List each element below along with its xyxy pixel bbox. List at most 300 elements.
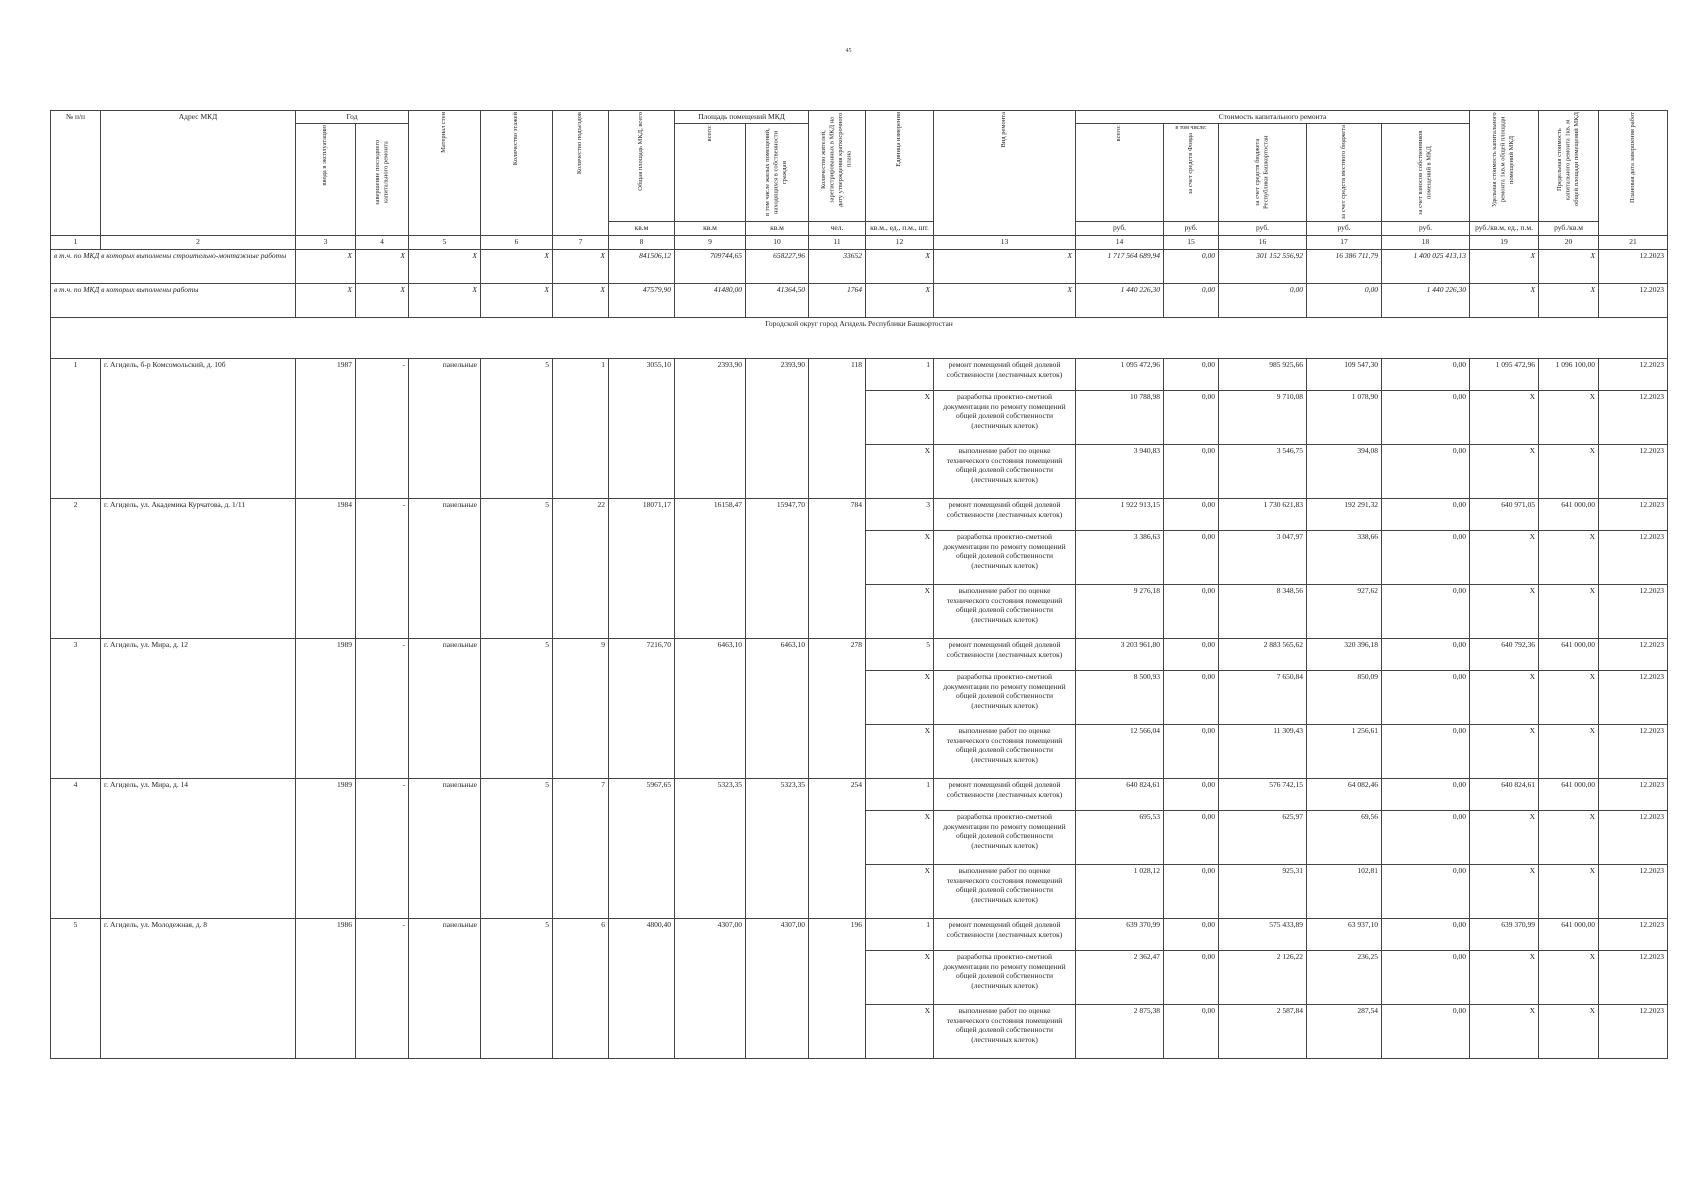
summary-value: 0,00 [1164,283,1219,317]
column-number: 15 [1164,235,1219,249]
summary-value: X [481,283,553,317]
area-total: 2393,90 [675,358,746,498]
specific-cost: X [1470,950,1539,1004]
unit-cell: кв.м [675,221,746,235]
header-num: № п/п [51,111,101,236]
cost-owners: 0,00 [1382,810,1470,864]
year-commission: 1986 [296,918,356,1058]
entrances: 7 [553,778,609,918]
unit-cell: руб./кв.м [1539,221,1599,235]
cost-owners: 0,00 [1382,498,1470,530]
cost-local: 102,81 [1307,864,1382,918]
work-unit: X [866,950,934,1004]
area-private: 5323,35 [746,778,809,918]
summary-value: 41364,50 [746,283,809,317]
cost-total: 3 203 961,80 [1076,638,1164,670]
work-unit: X [866,444,934,498]
summary-value: X [553,249,609,283]
plan-date: 12.2023 [1599,444,1668,498]
area-private: 6463,10 [746,638,809,778]
summary-value: 1 400 025 413,13 [1382,249,1470,283]
house-number: 2 [51,498,101,638]
summary-value: X [481,249,553,283]
cost-fund: 0,00 [1164,950,1219,1004]
work-type: разработка проектно-сметной документации по ремонту помещений общей долевой собственности (лестничных клеток) [934,950,1076,1004]
header-area-group: Площадь помещений МКД [675,111,809,124]
cost-rb: 576 742,15 [1219,778,1307,810]
floors: 5 [481,638,553,778]
cost-owners: 0,00 [1382,778,1470,810]
cost-total: 695,53 [1076,810,1164,864]
cost-local: 394,08 [1307,444,1382,498]
specific-cost: 640 792,36 [1470,638,1539,670]
column-number: 1 [51,235,101,249]
header-total-area: Общая площадь МКД, всего [609,111,675,222]
header-address: Адрес МКД [101,111,296,236]
header-year-group: Год [296,111,409,124]
year-last-repair: - [356,918,409,1058]
work-type: ремонт помещений общей долевой собственности (лестничных клеток) [934,498,1076,530]
cost-local: 1 078,90 [1307,390,1382,444]
summary-row [51,249,1668,283]
cost-local: 69,56 [1307,810,1382,864]
column-number: 4 [356,235,409,249]
column-number: 8 [609,235,675,249]
cost-rb: 3 546,75 [1219,444,1307,498]
cost-owners: 0,00 [1382,918,1470,950]
header-year-last-repair: завершение последнего капитального ремонта [356,123,409,235]
column-number: 21 [1599,235,1668,249]
summary-date: 12.2023 [1599,283,1668,317]
max-cost: X [1539,390,1599,444]
header-floors: Количество этажей [481,111,553,236]
work-unit: X [866,530,934,584]
summary-value: 47579,90 [609,283,675,317]
cost-local: 109 547,30 [1307,358,1382,390]
specific-cost: 640 824,61 [1470,778,1539,810]
cost-local: 1 256,61 [1307,724,1382,778]
wall-material: панельные [409,638,481,778]
area-total: 5323,35 [675,778,746,918]
year-commission: 1989 [296,778,356,918]
work-type: разработка проектно-сметной документации по ремонту помещений общей долевой собственности (лестничных клеток) [934,390,1076,444]
floors: 5 [481,358,553,498]
cost-total: 3 940,83 [1076,444,1164,498]
summary-value: X [934,249,1076,283]
column-number: 20 [1539,235,1599,249]
wall-material: панельные [409,778,481,918]
max-cost: X [1539,724,1599,778]
summary-value: 16 386 711,79 [1307,249,1382,283]
summary-row [51,283,1668,317]
plan-date: 12.2023 [1599,778,1668,810]
column-number: 11 [809,235,866,249]
cost-rb: 2 126,22 [1219,950,1307,1004]
cost-total: 2 875,38 [1076,1004,1164,1058]
specific-cost: X [1470,810,1539,864]
unit-cell: руб./кв.м, ед., п.м. [1470,221,1539,235]
wall-material: панельные [409,918,481,1058]
plan-date: 12.2023 [1599,498,1668,530]
specific-cost: X [1470,864,1539,918]
cost-fund: 0,00 [1164,724,1219,778]
column-number: 2 [101,235,296,249]
specific-cost: X [1470,670,1539,724]
table-row [51,778,1668,810]
summary-value: 841506,12 [609,249,675,283]
cost-rb: 2 587,84 [1219,1004,1307,1058]
work-unit: X [866,810,934,864]
summary-label: в т.ч. по МКД в которых выполнены работы [51,283,296,317]
cost-owners: 0,00 [1382,724,1470,778]
plan-date: 12.2023 [1599,670,1668,724]
work-type: ремонт помещений общей долевой собственности (лестничных клеток) [934,638,1076,670]
house-address: г. Агидель, ул. Мира, д. 14 [101,778,296,918]
column-number: 9 [675,235,746,249]
column-number: 3 [296,235,356,249]
header-residents: Количество жителей, зарегистрированных в МКД на дату утверждения краткосрочного плана [809,111,866,222]
floors: 5 [481,778,553,918]
max-cost: X [1539,950,1599,1004]
summary-value: 658227,96 [746,249,809,283]
header-area-total: всего: [675,123,746,221]
header-cost-rb: за счет средств бюджета Республики Башкортостан [1219,123,1307,221]
max-cost: X [1539,444,1599,498]
plan-date: 12.2023 [1599,918,1668,950]
cost-owners: 0,00 [1382,444,1470,498]
cost-total: 8 500,93 [1076,670,1164,724]
house-number: 5 [51,918,101,1058]
column-number: 13 [934,235,1076,249]
table-row [51,358,1668,390]
summary-date: 12.2023 [1599,249,1668,283]
summary-value: 709744,65 [675,249,746,283]
summary-value: 0,00 [1219,283,1307,317]
summary-value: X [409,249,481,283]
summary-value: X [1539,283,1599,317]
column-number: 10 [746,235,809,249]
cost-fund: 0,00 [1164,670,1219,724]
wall-material: панельные [409,358,481,498]
year-commission: 1989 [296,638,356,778]
work-unit: 1 [866,918,934,950]
cost-local: 320 396,18 [1307,638,1382,670]
work-unit: X [866,584,934,638]
floors: 5 [481,498,553,638]
summary-value: X [1470,249,1539,283]
work-unit: 1 [866,358,934,390]
summary-value: X [296,283,356,317]
cost-owners: 0,00 [1382,530,1470,584]
work-type: выполнение работ по оценке технического состояния помещений общей долевой собственности (лестничных клеток) [934,584,1076,638]
work-unit: 3 [866,498,934,530]
work-type: разработка проектно-сметной документации по ремонту помещений общей долевой собственности (лестничных клеток) [934,810,1076,864]
header-cost-local: за счет средств местного бюджета [1307,123,1382,221]
unit-cell: чел. [809,221,866,235]
header-repair-type: Вид ремонта [934,111,1076,236]
work-unit: X [866,724,934,778]
header-cost-group: Стоимость капитального ремонта [1076,111,1470,124]
max-cost: X [1539,1004,1599,1058]
cost-rb: 9 710,08 [1219,390,1307,444]
house-number: 1 [51,358,101,498]
work-unit: X [866,864,934,918]
cost-local: 236,25 [1307,950,1382,1004]
specific-cost: X [1470,584,1539,638]
entrances: 1 [553,358,609,498]
header-wall-material: Материал стен [409,111,481,236]
cost-fund: 0,00 [1164,584,1219,638]
cost-local: 64 082,46 [1307,778,1382,810]
entrances: 9 [553,638,609,778]
work-unit: X [866,390,934,444]
section-row [51,317,1668,358]
table-header [51,111,1668,250]
summary-value: X [356,283,409,317]
cost-rb: 985 925,66 [1219,358,1307,390]
year-last-repair: - [356,638,409,778]
cost-rb: 575 433,89 [1219,918,1307,950]
work-unit: 1 [866,778,934,810]
plan-date: 12.2023 [1599,1004,1668,1058]
max-cost: X [1539,670,1599,724]
unit-cell: кв.м [746,221,809,235]
wall-material: панельные [409,498,481,638]
page-number: 45 [845,48,852,54]
cost-fund: 0,00 [1164,864,1219,918]
total-area: 18071,17 [609,498,675,638]
summary-value: 1 717 564 689,94 [1076,249,1164,283]
cost-fund: 0,00 [1164,778,1219,810]
summary-value: X [409,283,481,317]
cost-total: 12 566,04 [1076,724,1164,778]
cost-local: 338,66 [1307,530,1382,584]
column-number: 5 [409,235,481,249]
house-number: 4 [51,778,101,918]
area-total: 16158,47 [675,498,746,638]
house-number: 3 [51,638,101,778]
cost-owners: 0,00 [1382,584,1470,638]
cost-rb: 625,97 [1219,810,1307,864]
cost-fund: 0,00 [1164,358,1219,390]
specific-cost: 639 370,99 [1470,918,1539,950]
plan-date: 12.2023 [1599,358,1668,390]
specific-cost: 1 095 472,96 [1470,358,1539,390]
area-total: 6463,10 [675,638,746,778]
unit-cell: кв.м., ед., п.м., шт. [866,221,934,235]
year-last-repair: - [356,358,409,498]
summary-value: X [553,283,609,317]
entrances: 22 [553,498,609,638]
cost-owners: 0,00 [1382,358,1470,390]
year-commission: 1987 [296,358,356,498]
year-last-repair: - [356,498,409,638]
area-private: 4307,00 [746,918,809,1058]
column-numbers-row [51,235,1668,249]
summary-value: X [934,283,1076,317]
total-area: 7216,70 [609,638,675,778]
cost-total: 640 824,61 [1076,778,1164,810]
header-entrances: Количество подъездов [553,111,609,236]
work-type: выполнение работ по оценке технического состояния помещений общей долевой собственности (лестничных клеток) [934,864,1076,918]
cost-owners: 0,00 [1382,950,1470,1004]
work-type: выполнение работ по оценке технического состояния помещений общей долевой собственности (лестничных клеток) [934,1004,1076,1058]
cost-fund: 0,00 [1164,1004,1219,1058]
work-type: выполнение работ по оценке технического состояния помещений общей долевой собственности (лестничных клеток) [934,444,1076,498]
plan-date: 12.2023 [1599,810,1668,864]
cost-total: 9 276,18 [1076,584,1164,638]
summary-value: X [866,283,934,317]
cost-owners: 0,00 [1382,390,1470,444]
cost-local: 63 937,10 [1307,918,1382,950]
cost-rb: 1 730 621,83 [1219,498,1307,530]
repair-plan-table [50,110,1668,1059]
header-unit: Единица измерения [866,111,934,222]
total-area: 5967,65 [609,778,675,918]
cost-rb: 7 650,84 [1219,670,1307,724]
specific-cost: X [1470,530,1539,584]
work-type: ремонт помещений общей долевой собственности (лестничных клеток) [934,358,1076,390]
summary-value: 1764 [809,283,866,317]
column-number: 17 [1307,235,1382,249]
max-cost: 641 000,00 [1539,778,1599,810]
cost-local: 192 291,32 [1307,498,1382,530]
header-cost-owners: за счет взносов собственников помещений в МКД [1382,123,1470,221]
header-cost-total: всего: [1076,123,1164,221]
house-address: г. Агидель, ул. Молодежная, д. 8 [101,918,296,1058]
unit-cell: руб. [1219,221,1307,235]
plan-date: 12.2023 [1599,638,1668,670]
plan-date: 12.2023 [1599,584,1668,638]
residents: 196 [809,918,866,1058]
plan-date: 12.2023 [1599,864,1668,918]
header-specific-cost: Удельная стоимость капитального ремонта 1кв.м общей площади помещений МКД [1470,111,1539,222]
summary-value: X [356,249,409,283]
cost-local: 850,09 [1307,670,1382,724]
work-unit: 5 [866,638,934,670]
residents: 254 [809,778,866,918]
cost-rb: 925,31 [1219,864,1307,918]
column-number: 14 [1076,235,1164,249]
cost-fund: 0,00 [1164,638,1219,670]
column-number: 12 [866,235,934,249]
unit-cell: руб. [1307,221,1382,235]
max-cost: 641 000,00 [1539,918,1599,950]
specific-cost: X [1470,390,1539,444]
table-row [51,638,1668,670]
cost-fund: 0,00 [1164,530,1219,584]
cost-total: 1 028,12 [1076,864,1164,918]
max-cost: X [1539,530,1599,584]
unit-cell: кв.м [609,221,675,235]
summary-label: в т.ч. по МКД в которых выполнены строительно-монтажные работы [51,249,296,283]
area-private: 2393,90 [746,358,809,498]
work-type: ремонт помещений общей долевой собственности (лестничных клеток) [934,778,1076,810]
specific-cost: X [1470,724,1539,778]
cost-local: 287,54 [1307,1004,1382,1058]
total-area: 4800,40 [609,918,675,1058]
cost-rb: 11 309,43 [1219,724,1307,778]
cost-fund: 0,00 [1164,498,1219,530]
residents: 118 [809,358,866,498]
cost-fund: 0,00 [1164,810,1219,864]
residents: 784 [809,498,866,638]
residents: 278 [809,638,866,778]
house-address: г. Агидель, ул. Мира, д. 12 [101,638,296,778]
cost-owners: 0,00 [1382,1004,1470,1058]
entrances: 6 [553,918,609,1058]
cost-total: 1 095 472,96 [1076,358,1164,390]
cost-fund: 0,00 [1164,390,1219,444]
max-cost: X [1539,864,1599,918]
specific-cost: X [1470,444,1539,498]
specific-cost: X [1470,1004,1539,1058]
header-plan-date: Плановая дата завершения работ [1599,111,1668,236]
year-commission: 1984 [296,498,356,638]
work-unit: X [866,670,934,724]
total-area: 3055,10 [609,358,675,498]
table-row [51,918,1668,950]
table-body [51,249,1668,1058]
area-total: 4307,00 [675,918,746,1058]
column-number: 7 [553,235,609,249]
column-number: 16 [1219,235,1307,249]
house-address: г. Агидель, ул. Академика Курчатова, д. 1/11 [101,498,296,638]
area-private: 15947,70 [746,498,809,638]
summary-value: 1 440 226,30 [1076,283,1164,317]
cost-total: 1 922 913,15 [1076,498,1164,530]
summary-value: 0,00 [1164,249,1219,283]
section-title: Городской округ город Агидель Республики Башкортостан [51,317,1668,358]
house-address: г. Агидель, б-р Комсомольский, д. 10б [101,358,296,498]
summary-value: 301 152 556,92 [1219,249,1307,283]
work-unit: X [866,1004,934,1058]
cost-rb: 8 348,56 [1219,584,1307,638]
cost-rb: 3 047,97 [1219,530,1307,584]
work-type: выполнение работ по оценке технического состояния помещений общей долевой собственности (лестничных клеток) [934,724,1076,778]
summary-value: 0,00 [1307,283,1382,317]
unit-cell: руб. [1076,221,1164,235]
max-cost: 1 096 100,00 [1539,358,1599,390]
cost-total: 3 386,63 [1076,530,1164,584]
summary-value: X [296,249,356,283]
cost-rb: 2 883 565,62 [1219,638,1307,670]
max-cost: X [1539,810,1599,864]
work-type: разработка проектно-сметной документации по ремонту помещений общей долевой собственности (лестничных клеток) [934,670,1076,724]
cost-fund: 0,00 [1164,444,1219,498]
table-row [51,498,1668,530]
cost-local: 927,62 [1307,584,1382,638]
header-year-commission: ввода в эксплуатацию [296,123,356,235]
header-cost-fund: в том числе: за счет средств Фонда [1164,123,1219,221]
work-type: разработка проектно-сметной документации по ремонту помещений общей долевой собственности (лестничных клеток) [934,530,1076,584]
summary-value: 41480,00 [675,283,746,317]
cost-total: 2 362,47 [1076,950,1164,1004]
column-number: 19 [1470,235,1539,249]
cost-owners: 0,00 [1382,864,1470,918]
column-number: 6 [481,235,553,249]
summary-value: 1 440 226,30 [1382,283,1470,317]
year-last-repair: - [356,778,409,918]
max-cost: 641 000,00 [1539,638,1599,670]
header-max-cost: Предельная стоимость капитального ремонта 1кв. м общей площади помещений МКД [1539,111,1599,222]
cost-total: 639 370,99 [1076,918,1164,950]
summary-value: 33652 [809,249,866,283]
summary-value: X [1539,249,1599,283]
unit-cell: руб. [1382,221,1470,235]
cost-total: 10 788,98 [1076,390,1164,444]
plan-date: 12.2023 [1599,390,1668,444]
